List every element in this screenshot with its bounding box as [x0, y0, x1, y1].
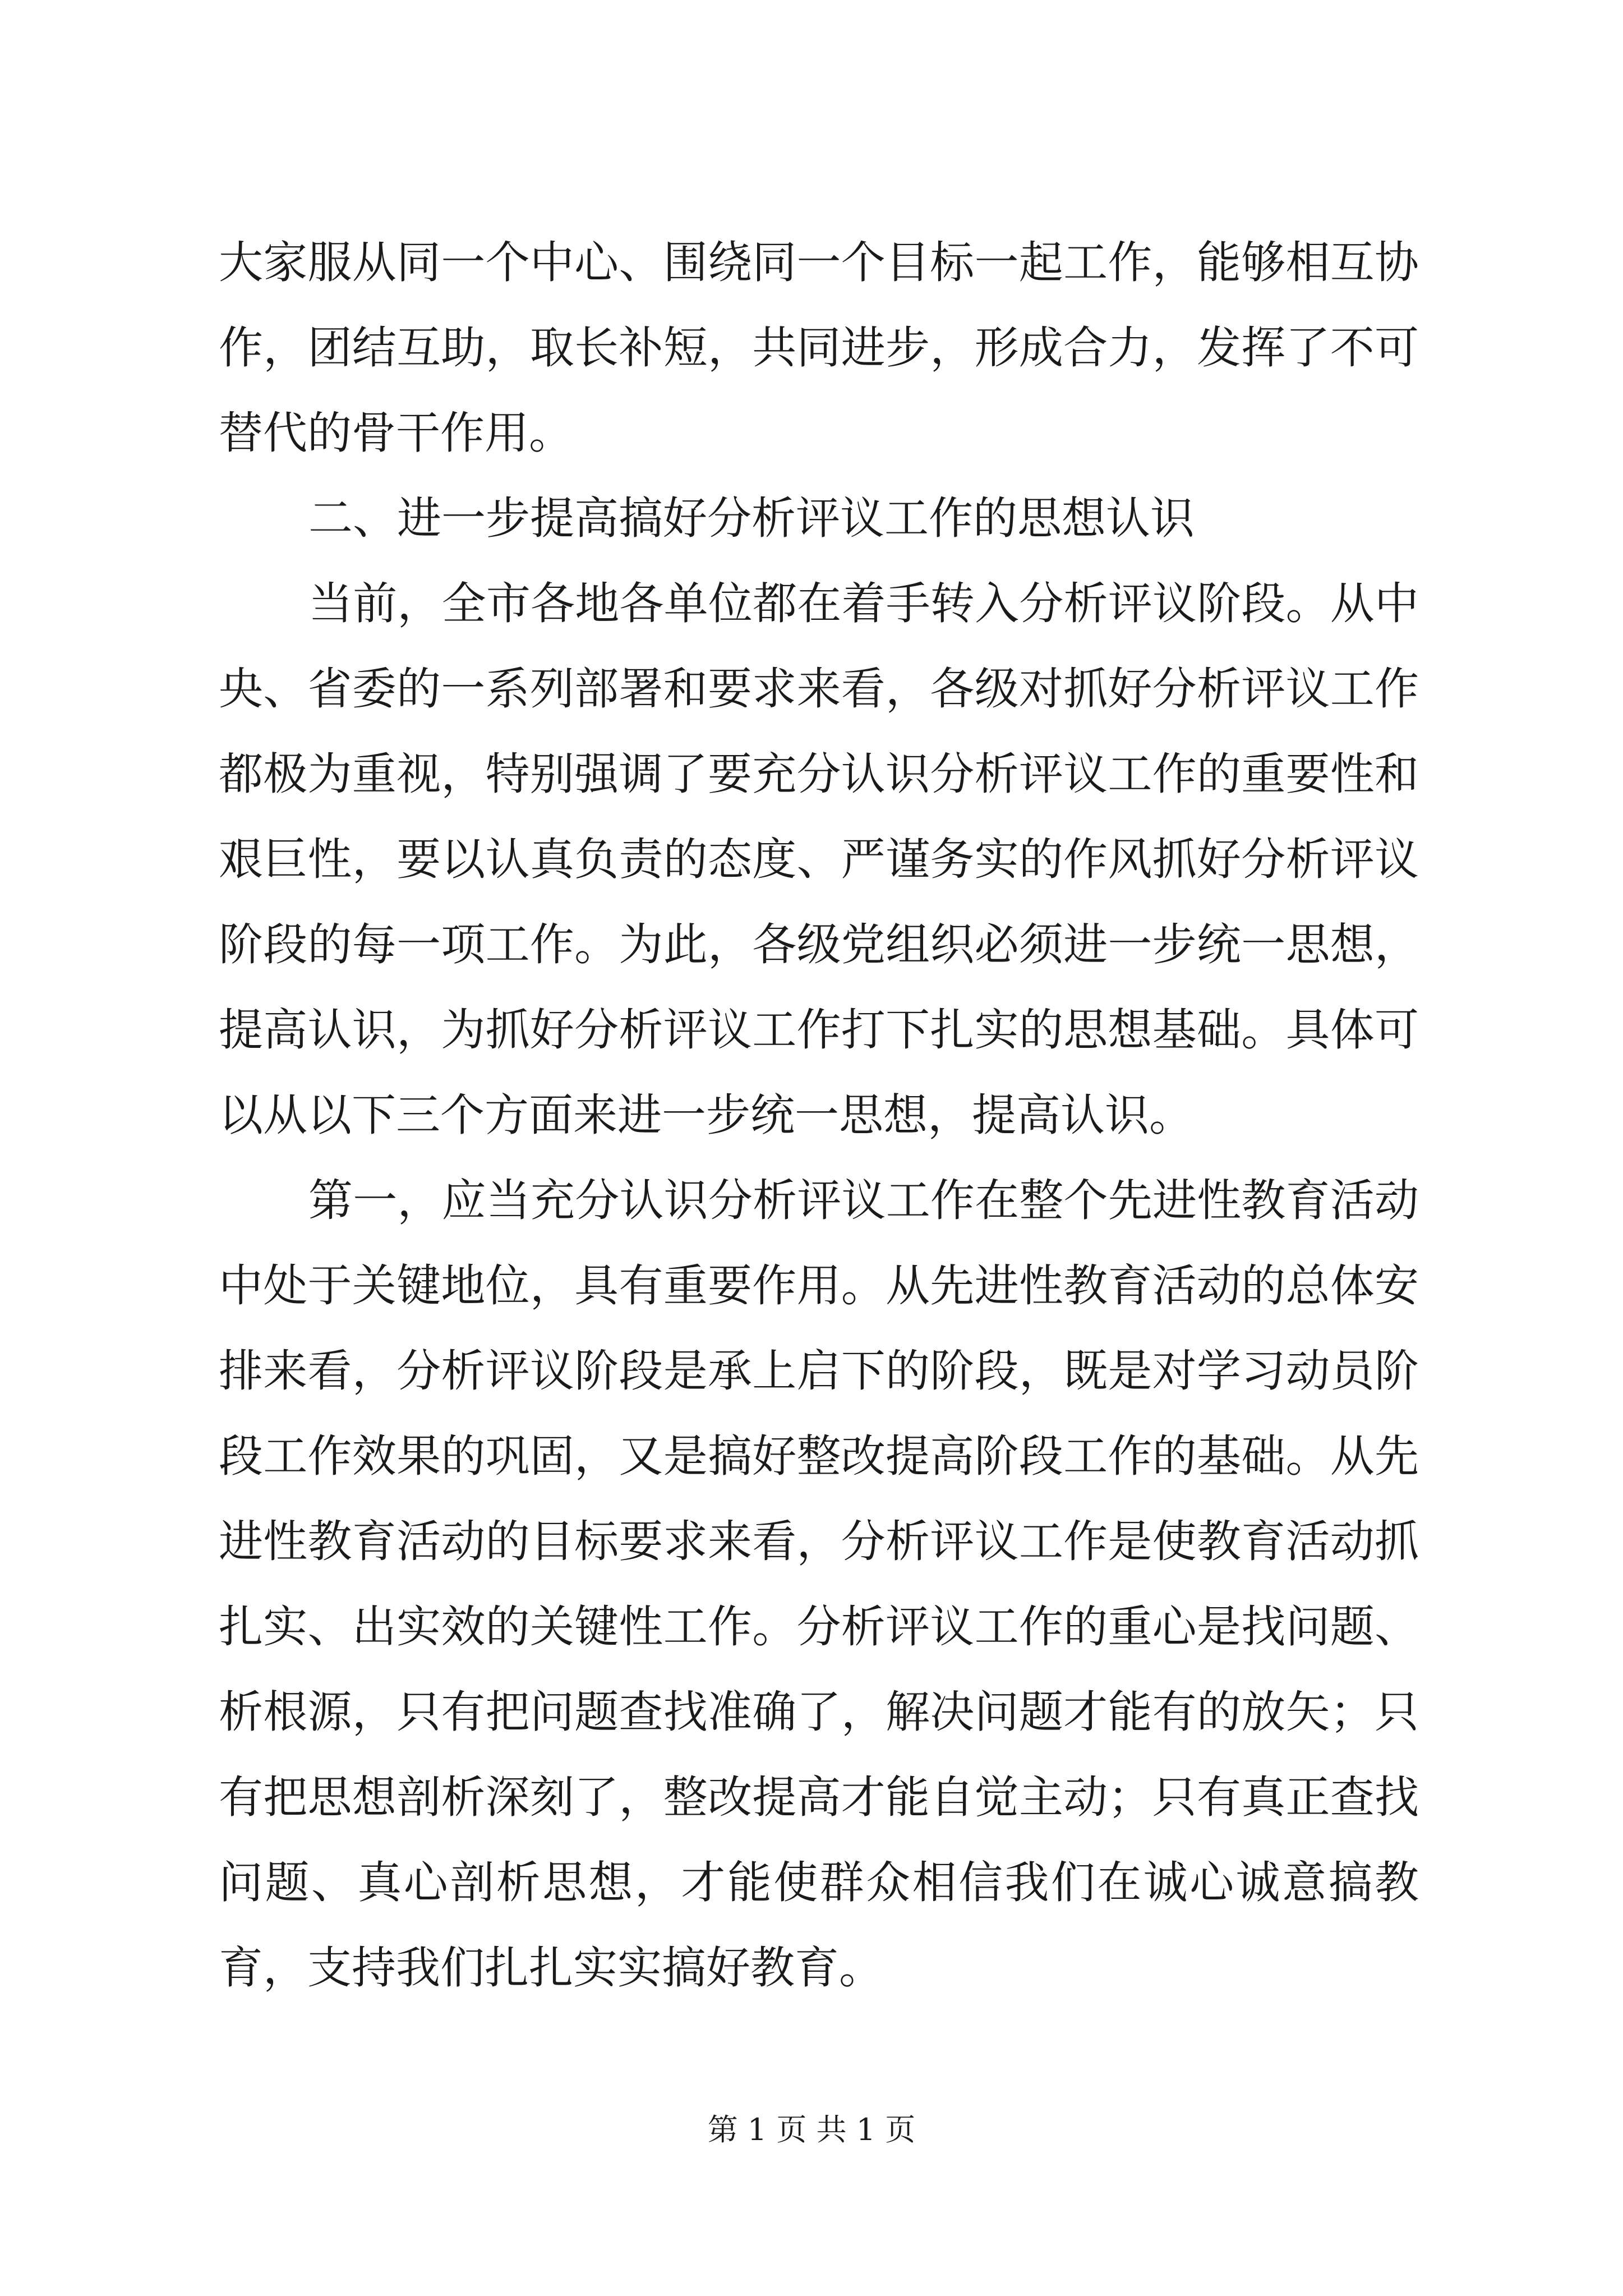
- section-heading: 二、进一步提高搞好分析评议工作的思想认识: [308, 493, 1195, 544]
- page-footer: 第 1 页 共 1 页: [707, 2112, 916, 2147]
- paragraph-current-situation: 当前，全市各地各单位都在着手转入分析评议阶段。从中央、省委的一系列部署和要求来看，各级对抓好分析评议工作都极为重视，特别强调了要充分认识分析评议工作的重要性和艰巨性，要以认真负责的态度、严谨务实的作风抓好分析评议阶段的每一项工作。为此，各级党组织必须进一步统一思想，提高认识，为抓好分析评议工作打下扎实的思想基础。具体可以从以下三个方面来进一步统一思想，提高认识。: [219, 578, 1419, 1141]
- document-body: [219, 220, 1419, 2010]
- paragraph-continuation: 大家服从同一个中心、围绕同一个目标一起工作，能够相互协作，团结互助，取长补短，共同进步，形成合力，发挥了不可替代的骨干作用。: [219, 237, 1419, 459]
- paragraph-first-point: 第一，应当充分认识分析评议工作在整个先进性教育活动中处于关键地位，具有重要作用。从先进性教育活动的总体安排来看，分析评议阶段是承上启下的阶段，既是对学习动员阶段工作效果的巩固，又是搞好整改提高阶段工作的基础。从先进性教育活动的目标要求来看，分析评议工作是使教育活动抓扎实、出实效的关键性工作。分析评议工作的重心是找问题、析根源，只有把问题查找准确了，解决问题才能有的放矢；只有把思想剖析深刻了，整改提高才能自觉主动；只有真正查找问题、真心剖析思想，才能使群众相信我们在诚心诚意搞教育，支持我们扎扎实实搞好教育。: [219, 1175, 1419, 1994]
